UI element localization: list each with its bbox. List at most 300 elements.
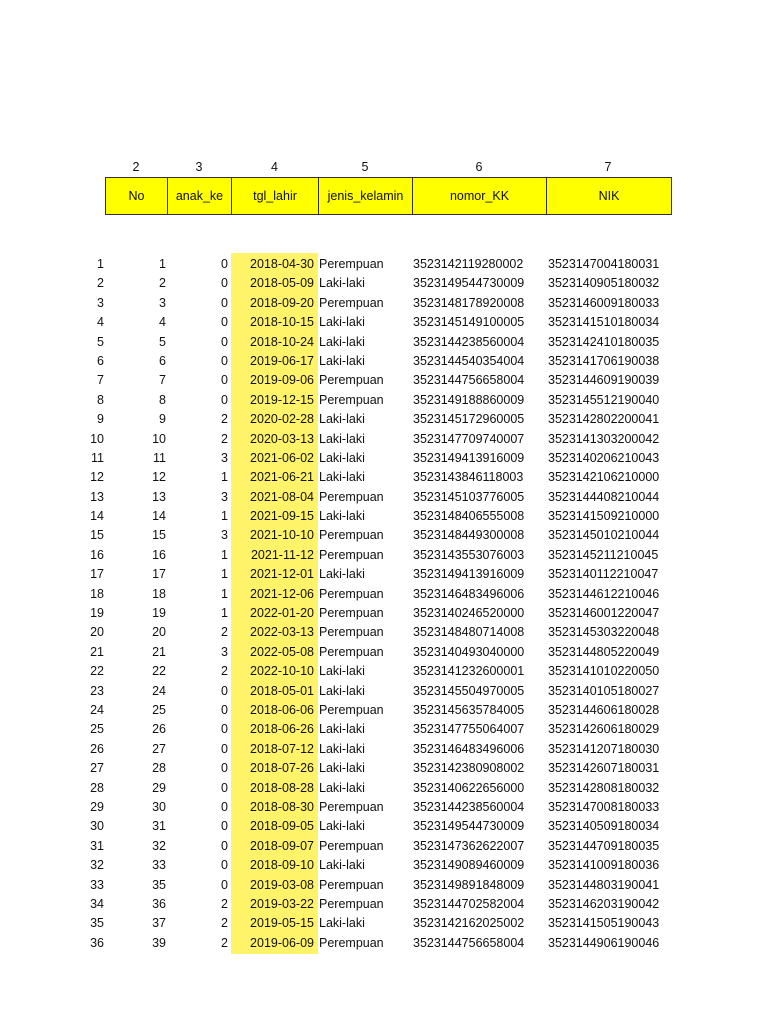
jenis-kelamin-cell: Perempuan — [319, 799, 384, 814]
no-cell: 13 — [152, 489, 166, 504]
tgl-lahir-cell: 2019-06-17 — [250, 353, 314, 368]
tgl-lahir-cell: 2019-12-15 — [250, 392, 314, 407]
row-index-cell: 27 — [90, 761, 104, 776]
table-row — [0, 817, 768, 836]
row-index-cell: 17 — [90, 567, 104, 582]
jenis-kelamin-cell: Laki-laki — [319, 664, 365, 679]
nomor-kk-cell: 3523140622656000 — [413, 780, 525, 795]
anak-ke-cell: 0 — [221, 819, 228, 834]
no-cell: 2 — [159, 276, 166, 291]
tgl-lahir-cell: 2018-09-07 — [250, 838, 314, 853]
tgl-lahir-cell: 2018-09-20 — [250, 295, 314, 310]
tgl-lahir-cell: 2020-03-13 — [250, 431, 314, 446]
nik-cell: 3523140206210043 — [548, 450, 660, 465]
tgl-lahir-cell: 2019-03-22 — [250, 896, 314, 911]
row-index-cell: 12 — [90, 470, 104, 485]
anak-ke-cell: 0 — [221, 877, 228, 892]
no-cell: 14 — [152, 509, 166, 524]
table-row — [0, 507, 768, 526]
no-cell: 9 — [159, 412, 166, 427]
anak-ke-cell: 0 — [221, 761, 228, 776]
jenis-kelamin-cell: Laki-laki — [319, 761, 365, 776]
tgl-lahir-cell: 2021-12-06 — [250, 586, 314, 601]
row-index-cell: 10 — [90, 431, 104, 446]
nik-cell: 3523146001220047 — [548, 606, 660, 621]
column-number: 2 — [132, 160, 140, 174]
nik-cell: 3523144609190039 — [548, 373, 660, 388]
no-cell: 29 — [152, 780, 166, 795]
header-anak-ke: anak_ke — [168, 178, 232, 214]
tgl-lahir-cell: 2021-06-02 — [250, 450, 314, 465]
nik-cell: 3523144408210044 — [548, 489, 660, 504]
nik-cell: 3523146009180033 — [548, 295, 660, 310]
jenis-kelamin-cell: Laki-laki — [319, 334, 365, 349]
anak-ke-cell: 2 — [221, 625, 228, 640]
no-cell: 18 — [152, 586, 166, 601]
nomor-kk-cell: 3523143553076003 — [413, 547, 525, 562]
anak-ke-cell: 3 — [221, 489, 228, 504]
jenis-kelamin-cell: Perempuan — [319, 896, 384, 911]
nomor-kk-cell: 3523149891848009 — [413, 877, 525, 892]
tgl-lahir-cell: 2021-12-01 — [250, 567, 314, 582]
nik-cell: 3523141510180034 — [548, 315, 660, 330]
no-cell: 21 — [152, 644, 166, 659]
anak-ke-cell: 0 — [221, 353, 228, 368]
nomor-kk-cell: 3523144238560004 — [413, 799, 525, 814]
nik-cell: 3523145211210045 — [548, 547, 659, 562]
anak-ke-cell: 3 — [221, 450, 228, 465]
row-index-cell: 20 — [90, 625, 104, 640]
nomor-kk-cell: 3523142119280002 — [413, 257, 524, 271]
nik-cell: 3523141303200042 — [548, 431, 660, 446]
jenis-kelamin-cell: Laki-laki — [319, 276, 365, 291]
row-index-cell: 2 — [97, 276, 104, 291]
tgl-lahir-cell: 2018-08-30 — [250, 799, 314, 814]
jenis-kelamin-cell: Perempuan — [319, 644, 384, 659]
no-cell: 39 — [152, 935, 166, 950]
table-row — [0, 759, 768, 778]
jenis-kelamin-cell: Laki-laki — [319, 741, 365, 756]
anak-ke-cell: 0 — [221, 373, 228, 388]
anak-ke-cell: 2 — [221, 664, 228, 679]
anak-ke-cell: 0 — [221, 315, 228, 330]
jenis-kelamin-cell: Perempuan — [319, 625, 384, 640]
nomor-kk-cell: 3523144238560004 — [413, 334, 525, 349]
table-header — [105, 177, 672, 215]
column-number: 4 — [271, 160, 278, 174]
row-index-cell: 26 — [90, 741, 104, 756]
anak-ke-cell: 0 — [221, 702, 228, 717]
anak-ke-cell: 0 — [221, 838, 228, 853]
tgl-lahir-cell: 2018-05-01 — [250, 683, 314, 698]
jenis-kelamin-cell: Perempuan — [319, 702, 384, 717]
jenis-kelamin-cell: Perempuan — [319, 877, 384, 892]
header-tgl-lahir: tgl_lahir — [232, 178, 319, 214]
jenis-kelamin-cell: Perempuan — [319, 586, 384, 601]
table-row — [0, 333, 768, 352]
nomor-kk-cell: 3523145149100005 — [413, 315, 525, 330]
tgl-lahir-cell: 2018-09-05 — [250, 819, 314, 834]
row-index-cell: 7 — [97, 373, 104, 388]
jenis-kelamin-cell: Laki-laki — [319, 819, 365, 834]
nik-cell: 3523141009180036 — [548, 858, 660, 873]
nomor-kk-cell: 3523145504970005 — [413, 683, 525, 698]
nik-cell: 3523142808180032 — [548, 780, 660, 795]
nik-cell: 3523140105180027 — [548, 683, 660, 698]
nik-cell: 3523142607180031 — [548, 761, 660, 776]
no-cell: 20 — [152, 625, 166, 640]
nomor-kk-cell: 3523147755064007 — [413, 722, 525, 737]
nomor-kk-cell: 3523142380908002 — [413, 761, 525, 776]
table-row — [0, 468, 768, 487]
table-row — [0, 895, 768, 914]
nomor-kk-cell: 3523145172960005 — [413, 412, 525, 427]
jenis-kelamin-cell: Laki-laki — [319, 567, 365, 582]
tgl-lahir-cell: 2018-04-30 — [250, 257, 314, 271]
jenis-kelamin-cell: Laki-laki — [319, 315, 365, 330]
nik-cell: 3523142106210000 — [548, 470, 660, 485]
nik-cell: 3523147008180033 — [548, 799, 660, 814]
nomor-kk-cell: 3523145103776005 — [413, 489, 525, 504]
no-cell: 25 — [152, 702, 166, 717]
jenis-kelamin-cell: Perempuan — [319, 838, 384, 853]
anak-ke-cell: 0 — [221, 334, 228, 349]
jenis-kelamin-cell: Perempuan — [319, 257, 384, 271]
nomor-kk-cell: 3523149089460009 — [413, 858, 525, 873]
table-row — [0, 391, 768, 410]
table-row — [0, 274, 768, 293]
table-row — [0, 798, 768, 817]
table-row — [0, 488, 768, 507]
no-cell: 6 — [159, 353, 166, 368]
tgl-lahir-cell: 2018-07-12 — [250, 741, 314, 756]
nomor-kk-cell: 3523148406555008 — [413, 509, 525, 524]
jenis-kelamin-cell: Laki-laki — [319, 916, 365, 931]
anak-ke-cell: 0 — [221, 780, 228, 795]
nik-cell: 3523146203190042 — [548, 896, 660, 911]
anak-ke-cell: 0 — [221, 858, 228, 873]
nik-cell: 3523142606180029 — [548, 722, 660, 737]
no-cell: 1 — [159, 257, 166, 271]
tgl-lahir-cell: 2021-06-21 — [250, 470, 314, 485]
no-cell: 5 — [159, 334, 166, 349]
tgl-lahir-cell: 2022-01-20 — [250, 606, 314, 621]
row-index-cell: 33 — [90, 877, 104, 892]
table-row — [0, 720, 768, 739]
header-nomor-kk: nomor_KK — [413, 178, 547, 214]
nomor-kk-cell: 3523149413916009 — [413, 567, 525, 582]
row-index-cell: 34 — [90, 896, 104, 911]
nomor-kk-cell: 3523146483496006 — [413, 741, 525, 756]
row-index-cell: 24 — [90, 702, 104, 717]
no-cell: 35 — [152, 877, 166, 892]
anak-ke-cell: 1 — [221, 509, 228, 524]
anak-ke-cell: 0 — [221, 741, 228, 756]
tgl-lahir-cell: 2018-10-15 — [250, 315, 314, 330]
table-row — [0, 565, 768, 584]
anak-ke-cell: 1 — [221, 470, 228, 485]
no-cell: 8 — [159, 392, 166, 407]
jenis-kelamin-cell: Perempuan — [319, 935, 384, 950]
row-index-cell: 5 — [97, 334, 104, 349]
header-no: No — [106, 178, 168, 214]
row-index-cell: 6 — [97, 353, 104, 368]
no-cell: 27 — [152, 741, 166, 756]
anak-ke-cell: 2 — [221, 412, 228, 427]
column-number: 6 — [475, 160, 483, 174]
nomor-kk-cell: 3523147709740007 — [413, 431, 525, 446]
no-cell: 26 — [152, 722, 166, 737]
nomor-kk-cell: 3523149413916009 — [413, 450, 525, 465]
anak-ke-cell: 2 — [221, 916, 228, 931]
column-number: 7 — [604, 160, 612, 174]
nik-cell: 3523140509180034 — [548, 819, 660, 834]
nomor-kk-cell: 3523140246520000 — [413, 606, 525, 621]
no-cell: 11 — [153, 450, 166, 465]
tgl-lahir-cell: 2022-05-08 — [250, 644, 314, 659]
no-cell: 17 — [152, 567, 166, 582]
table-row — [0, 876, 768, 895]
tgl-lahir-cell: 2018-05-09 — [250, 276, 314, 291]
tgl-lahir-cell: 2021-09-15 — [250, 509, 314, 524]
no-cell: 33 — [152, 858, 166, 873]
jenis-kelamin-cell: Perempuan — [319, 392, 384, 407]
table-row — [0, 585, 768, 604]
tgl-lahir-cell: 2021-08-04 — [250, 489, 314, 504]
anak-ke-cell: 2 — [221, 431, 228, 446]
jenis-kelamin-cell: Laki-laki — [319, 431, 365, 446]
table-row — [0, 779, 768, 798]
table-row — [0, 662, 768, 681]
table-row — [0, 682, 768, 701]
data-table-body — [0, 255, 768, 953]
row-index-cell: 28 — [90, 780, 104, 795]
nomor-kk-cell: 3523144540354004 — [413, 353, 525, 368]
nomor-kk-cell: 3523149544730009 — [413, 276, 525, 291]
no-cell: 3 — [159, 295, 166, 310]
row-index-cell: 16 — [90, 547, 104, 562]
anak-ke-cell: 1 — [221, 567, 228, 582]
tgl-lahir-cell: 2018-06-26 — [250, 722, 314, 737]
nik-cell: 3523142410180035 — [548, 334, 660, 349]
row-index-cell: 1 — [97, 257, 104, 271]
jenis-kelamin-cell: Laki-laki — [319, 858, 365, 873]
row-index-cell: 4 — [97, 315, 104, 330]
table-row — [0, 623, 768, 642]
row-index-cell: 19 — [90, 606, 104, 621]
nomor-kk-cell: 3523145635784005 — [413, 702, 525, 717]
jenis-kelamin-cell: Perempuan — [319, 606, 384, 621]
nomor-kk-cell: 3523144756658004 — [413, 935, 525, 950]
nomor-kk-cell: 3523144702582004 — [413, 896, 525, 911]
tgl-lahir-cell: 2018-06-06 — [250, 702, 314, 717]
tgl-lahir-cell: 2018-08-28 — [250, 780, 314, 795]
header-jenis-kelamin: jenis_kelamin — [319, 178, 413, 214]
table-row — [0, 352, 768, 371]
table-row — [0, 837, 768, 856]
table-row — [0, 546, 768, 565]
no-cell: 15 — [152, 528, 166, 543]
table-row — [0, 371, 768, 390]
row-index-cell: 31 — [90, 838, 104, 853]
anak-ke-cell: 0 — [221, 722, 228, 737]
row-index-cell: 30 — [90, 819, 104, 834]
anak-ke-cell: 1 — [221, 586, 228, 601]
nomor-kk-cell: 3523142162025002 — [413, 916, 525, 931]
nomor-kk-cell: 3523144756658004 — [413, 373, 525, 388]
table-row — [0, 914, 768, 933]
nik-cell: 3523147004180031 — [548, 257, 660, 271]
row-index-cell: 14 — [90, 509, 104, 524]
row-index-cell: 18 — [90, 586, 104, 601]
jenis-kelamin-cell: Perempuan — [319, 295, 384, 310]
no-cell: 10 — [152, 431, 166, 446]
table-row — [0, 255, 768, 274]
tgl-lahir-cell: 2022-03-13 — [250, 625, 314, 640]
table-row — [0, 294, 768, 313]
no-cell: 19 — [152, 606, 166, 621]
tgl-lahir-cell: 2020-02-28 — [250, 412, 314, 427]
row-index-cell: 32 — [90, 858, 104, 873]
anak-ke-cell: 0 — [221, 799, 228, 814]
no-cell: 16 — [152, 547, 166, 562]
row-index-cell: 23 — [90, 683, 104, 698]
tgl-lahir-cell: 2022-10-10 — [250, 664, 314, 679]
nomor-kk-cell: 3523149188860009 — [413, 392, 525, 407]
nik-cell: 3523141207180030 — [548, 741, 660, 756]
nomor-kk-cell: 3523148449300008 — [413, 528, 525, 543]
anak-ke-cell: 3 — [221, 644, 228, 659]
row-index-cell: 22 — [90, 664, 104, 679]
nik-cell: 3523144709180035 — [548, 838, 660, 853]
row-index-cell: 21 — [90, 644, 104, 659]
anak-ke-cell: 2 — [221, 896, 228, 911]
anak-ke-cell: 0 — [221, 295, 228, 310]
no-cell: 22 — [152, 664, 166, 679]
nik-cell: 3523144612210046 — [548, 586, 660, 601]
table-row — [0, 430, 768, 449]
jenis-kelamin-cell: Perempuan — [319, 489, 384, 504]
nik-cell: 3523144606180028 — [548, 702, 660, 717]
nomor-kk-cell: 3523143846118003 — [413, 470, 524, 485]
nomor-kk-cell: 3523147362622007 — [413, 838, 525, 853]
jenis-kelamin-cell: Perempuan — [319, 547, 384, 562]
nik-cell: 3523140112210047 — [548, 567, 659, 582]
jenis-kelamin-cell: Laki-laki — [319, 470, 365, 485]
no-cell: 32 — [152, 838, 166, 853]
table-row — [0, 643, 768, 662]
nomor-kk-cell: 3523146483496006 — [413, 586, 525, 601]
jenis-kelamin-cell: Laki-laki — [319, 683, 365, 698]
row-index-cell: 8 — [97, 392, 104, 407]
column-number: 3 — [195, 160, 203, 174]
no-cell: 4 — [159, 315, 166, 330]
anak-ke-cell: 1 — [221, 606, 228, 621]
nik-cell: 3523140905180032 — [548, 276, 660, 291]
nomor-kk-cell: 3523140493040000 — [413, 644, 525, 659]
table-row — [0, 740, 768, 759]
nik-cell: 3523145512190040 — [548, 392, 660, 407]
anak-ke-cell: 1 — [221, 547, 228, 562]
nik-cell: 3523141706190038 — [548, 353, 660, 368]
tgl-lahir-cell: 2019-06-09 — [250, 935, 314, 950]
table-row — [0, 701, 768, 720]
no-cell: 28 — [152, 761, 166, 776]
row-index-cell: 3 — [97, 295, 104, 310]
tgl-lahir-cell: 2018-07-26 — [250, 761, 314, 776]
jenis-kelamin-cell: Laki-laki — [319, 353, 365, 368]
anak-ke-cell: 0 — [221, 683, 228, 698]
nik-cell: 3523145303220048 — [548, 625, 660, 640]
no-cell: 31 — [152, 819, 166, 834]
nik-cell: 3523144906190046 — [548, 935, 660, 950]
row-index-cell: 36 — [90, 935, 104, 950]
table-row — [0, 604, 768, 623]
row-index-cell: 11 — [91, 450, 104, 465]
nik-cell: 3523144803190041 — [548, 877, 660, 892]
no-cell: 30 — [152, 799, 166, 814]
no-cell: 7 — [159, 373, 166, 388]
row-index-cell: 25 — [90, 722, 104, 737]
nik-cell: 3523141505190043 — [548, 916, 660, 931]
nomor-kk-cell: 3523148178920008 — [413, 295, 525, 310]
row-index-cell: 29 — [90, 799, 104, 814]
no-cell: 12 — [152, 470, 166, 485]
nik-cell: 3523141010220050 — [548, 664, 660, 679]
tgl-lahir-cell: 2019-03-08 — [250, 877, 314, 892]
column-number-row — [0, 159, 768, 175]
tgl-lahir-cell: 2021-10-10 — [250, 528, 314, 543]
anak-ke-cell: 0 — [221, 276, 228, 291]
tgl-lahir-cell: 2019-09-06 — [250, 373, 314, 388]
jenis-kelamin-cell: Laki-laki — [319, 509, 365, 524]
nik-cell: 3523145010210044 — [548, 528, 660, 543]
jenis-kelamin-cell: Perempuan — [319, 528, 384, 543]
row-index-cell: 13 — [90, 489, 104, 504]
nomor-kk-cell: 3523149544730009 — [413, 819, 525, 834]
anak-ke-cell: 2 — [221, 935, 228, 950]
nik-cell: 3523141509210000 — [548, 509, 660, 524]
table-row — [0, 856, 768, 875]
table-row — [0, 526, 768, 545]
nomor-kk-cell: 3523148480714008 — [413, 625, 525, 640]
tgl-lahir-cell: 2018-10-24 — [250, 334, 314, 349]
row-index-cell: 35 — [90, 916, 104, 931]
table-row — [0, 410, 768, 429]
table-row — [0, 449, 768, 468]
nomor-kk-cell: 3523141232600001 — [413, 664, 525, 679]
nik-cell: 3523142802200041 — [548, 412, 660, 427]
no-cell: 36 — [152, 896, 166, 911]
jenis-kelamin-cell: Laki-laki — [319, 412, 365, 427]
jenis-kelamin-cell: Perempuan — [319, 373, 384, 388]
row-index-cell: 15 — [90, 528, 104, 543]
header-nik: NIK — [598, 189, 620, 203]
anak-ke-cell: 3 — [221, 528, 228, 543]
tgl-lahir-cell: 2021-11-12 — [250, 547, 314, 562]
table-row — [0, 313, 768, 332]
row-index-cell: 9 — [97, 412, 104, 427]
anak-ke-cell: 0 — [221, 392, 228, 407]
jenis-kelamin-cell: Laki-laki — [319, 780, 365, 795]
no-cell: 24 — [152, 683, 166, 698]
tgl-lahir-cell: 2018-09-10 — [250, 858, 314, 873]
no-cell: 37 — [152, 916, 166, 931]
nik-cell: 3523144805220049 — [548, 644, 660, 659]
table-row — [0, 934, 768, 953]
column-number: 5 — [361, 160, 369, 174]
jenis-kelamin-cell: Laki-laki — [319, 722, 365, 737]
